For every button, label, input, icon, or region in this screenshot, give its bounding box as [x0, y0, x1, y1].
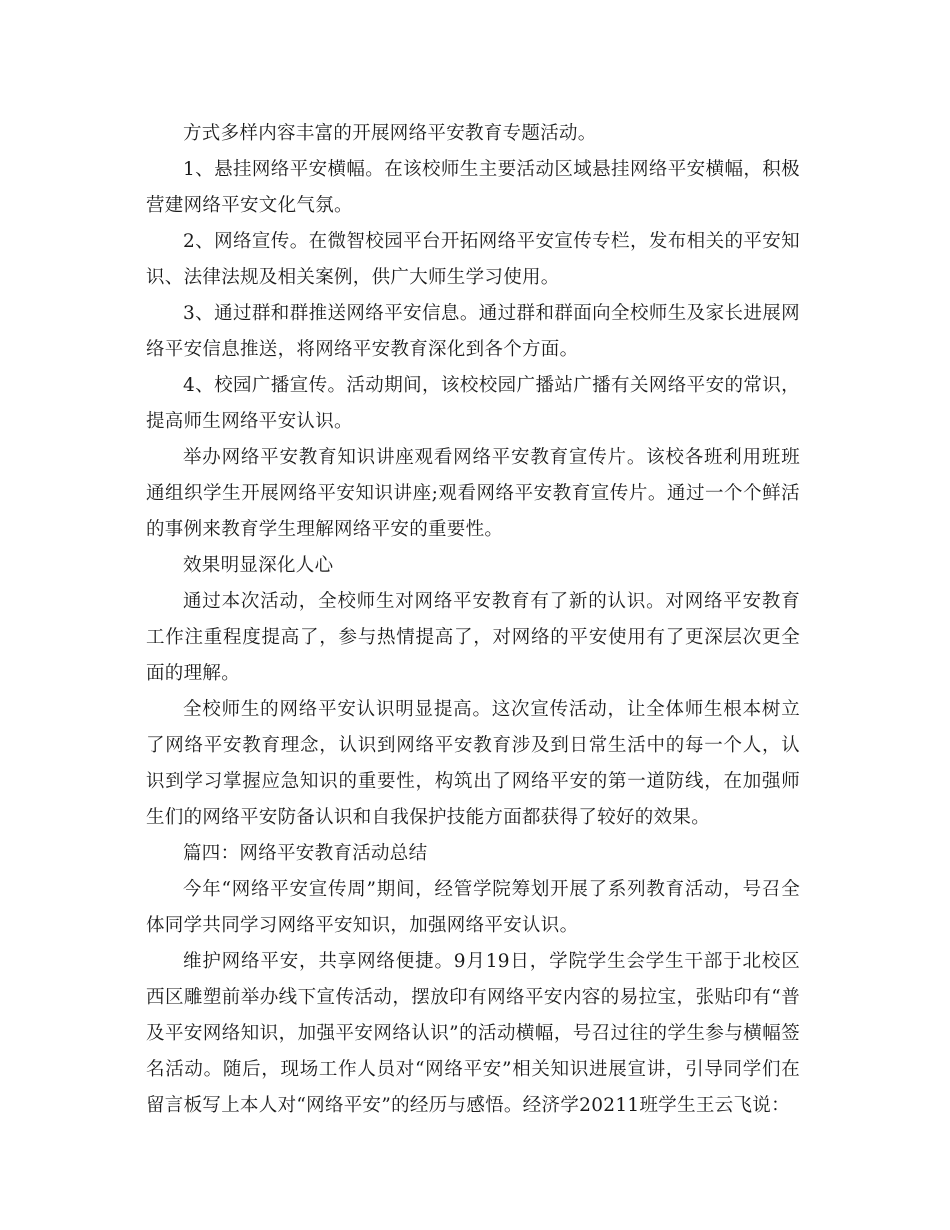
paragraph-effect-1: 通过本次活动，全校师生对网络平安教育有了新的认识。对网络平安教育工作注重程度提高了，参与热情提高了，对网络的平安使用有了更深层次更全面的理解。 — [146, 591, 800, 684]
paragraph-item-2-online: 2、网络宣传。在微智校园平台开拓网络平安宣传专栏，发布相关的平安知识、法律法规及相关案例，供广大师生学习使用。 — [146, 231, 800, 288]
paragraph-item-4-broadcast: 4、校园广播宣传。活动期间，该校校园广播站广播有关网络平安的常识，提高师生网络平安认识。 — [146, 375, 800, 432]
paragraph-effect-2: 全校师生的网络平安认识明显提高。这次宣传活动，让全体师生根本树立了网络平安教育理念，认识到网络平安教育涉及到日常生活中的每一个人，认识到学习掌握应急知识的重要性，构筑出了网络平安的第一道防线，在加强师生们的网络平安防备认识和自我保护技能方面都获得了较好的效果。 — [146, 699, 800, 828]
paragraph-part-four-2: 维护网络平安，共享网络便捷。9月19日，学院学生会学生干部于北校区西区雕塑前举办线下宣传活动，摆放印有网络平安内容的易拉宝，张贴印有“普及平安网络知识，加强平安网络认识”的活动横幅，号召过往的学生参与横幅签名活动。随后，现场工作人员对“网络平安”相关知识进展宣讲，引导同学们在留言板写上本人对“网络平安”的经历与感悟。经济学20211班学生王云飞说： — [146, 951, 800, 1116]
section-heading-effect: 效果明显深化人心 — [183, 555, 334, 576]
paragraph-item-1-banner: 1、悬挂网络平安横幅。在该校师生主要活动区域悬挂网络平安横幅，积极营建网络平安文化气氛。 — [146, 159, 800, 216]
paragraph-part-four-1: 今年“网络平安宣传周”期间，经管学院筹划开展了系列教育活动，号召全体同学共同学习网络平安知识，加强网络平安认识。 — [146, 879, 800, 936]
paragraph-lecture: 举办网络平安教育知识讲座观看网络平安教育宣传片。该校各班利用班班通组织学生开展网络平安知识讲座;观看网络平安教育宣传片。通过一个个鲜活的事例来教育学生理解网络平安的重要性。 — [146, 447, 800, 540]
section-heading-part-four: 篇四：网络平安教育活动总结 — [183, 843, 428, 864]
paragraph-intro: 方式多样内容丰富的开展网络平安教育专题活动。 — [183, 123, 597, 144]
paragraph-item-3-groups: 3、通过群和群推送网络平安信息。通过群和群面向全校师生及家长进展网络平安信息推送，将网络平安教育深化到各个方面。 — [146, 303, 800, 360]
